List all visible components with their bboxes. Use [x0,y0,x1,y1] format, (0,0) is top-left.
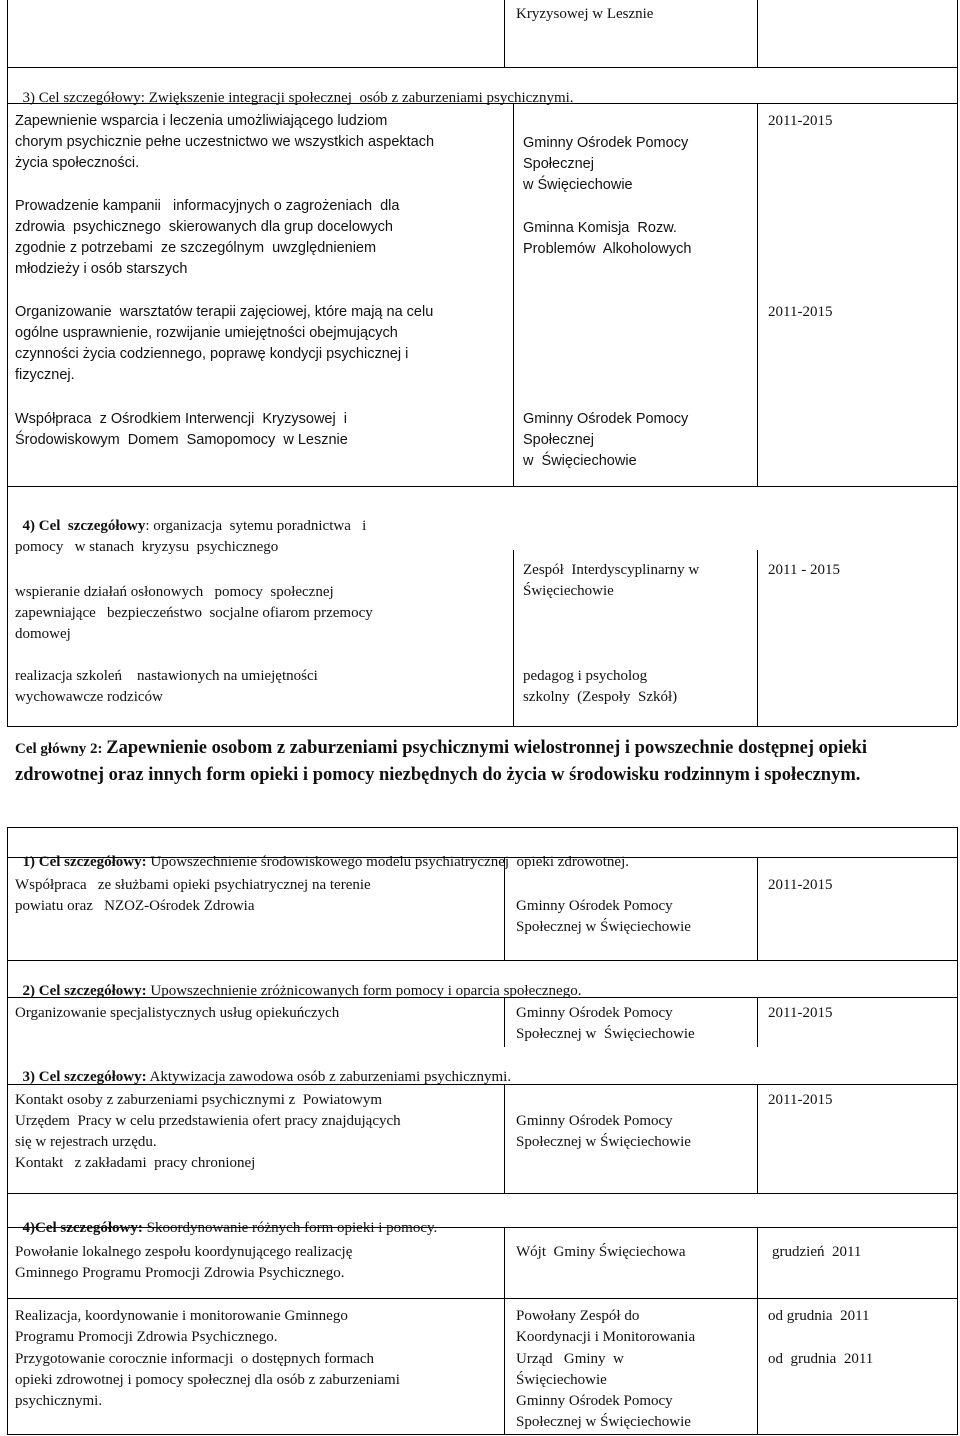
specific-goal-heading [15,960,581,1002]
specific-goal-heading [15,1046,511,1088]
responsible-text: Zespół Interdyscyplinarny w Święciechowie [523,562,700,599]
period-text: grudzień 2011 [772,1244,862,1260]
goal-text: : organizacja sytemu poradnictwa i pomocy w stanach kryzysu psychicznego [15,518,367,555]
main-goal-text: Zapewnienie osobom z zaburzeniami psychicznymi wielostronnej i powszechnie dostępnej opieki zdrowotnej oraz innych form opieki i pomocy niezbędnych do życia w środowisku rodzinnym i społecznym. [15,738,867,785]
action-text: Przygotowanie corocznie informacji o dostępnych formach opieki zdrowotnej i pomocy społecznej dla osób z zaburzeniami psychicznymi. [15,1351,400,1409]
action-text: Kontakt osoby z zaburzeniami psychicznymi z Powiatowym Urzędem Pracy w celu przedstawienia ofert pracy znajdujących się w rejestrach urzędu. Kontakt z zakładami pracy chronionej [15,1092,401,1171]
responsible-text: Gminna Komisja Rozw. Problemów Alkoholowych [523,220,692,257]
action-text: realizacja szkoleń nastawionych na umiejętności wychowawcze rodziców [15,668,318,705]
action-text: Prowadzenie kampanii informacyjnych o zagrożeniach dla zdrowia psychicznego skierowanych dla grup docelowych zgodnie z potrzebami ze szczególnym uwzględnieniem młodzieży i osób starszych [15,198,400,277]
action-text: Organizowanie specjalistycznych usług opiekuńczych [15,1005,340,1021]
period-text: 2011-2015 [768,877,833,893]
action-text: Organizowanie warsztatów terapii zajęciowej, które mają na celu ogólne usprawnienie, rozwijanie umiejętności obejmujących czynności życia codziennego, poprawę kondycji psychicznej i fizycznej. [15,304,434,383]
responsible-text: Urząd Gminy w Święciechowie Gminny Ośrodek Pomocy Społecznej w Święciechowie [516,1351,691,1430]
period-text: 2011-2015 [768,1005,833,1021]
period-text: 2011-2015 [768,304,833,320]
goal-label: 1) Cel szczegółowy: [22,854,147,870]
table-cell-fragment: Kryzysowej w Lesznie [516,6,654,22]
responsible-text: Gminny Ośrodek Pomocy Społecznej w Święciechowie [516,898,691,935]
main-goal-heading [15,735,935,788]
goal-label: 3) Cel szczegółowy: [22,1069,147,1085]
period-text: od grudnia 2011 [768,1308,870,1324]
specific-goal-heading [15,67,574,109]
period-text: 2011 - 2015 [768,562,840,578]
period-text: od grudnia 2011 [768,1351,874,1367]
goal-text: Upowszechnienie zróżnicowanych form pomocy i oparcia społecznego. [146,983,582,999]
goal-label: 3) Cel szczegółowy: [22,90,145,106]
goal-text: Skoordynowanie różnych form opieki i pomocy. [142,1220,438,1236]
action-text: wspieranie działań osłonowych pomocy społecznej zapewniające bezpieczeństwo socjalne ofiarom przemocy domowej [15,584,373,642]
responsible-text: Powołany Zespół do Koordynacji i Monitorowania [516,1308,696,1345]
responsible-text: pedagog i psycholog szkolny (Zespoły Szkół) [523,668,678,705]
specific-goal-heading [15,831,629,873]
goal-label: 4) Cel szczegółowy [22,518,146,534]
goal-text: Upowszechnienie środowiskowego modelu psychiatrycznej opieki zdrowotnej. [146,854,629,870]
action-text: Współpraca ze służbami opieki psychiatrycznej na terenie powiatu oraz NZOZ-Ośrodek Zdrowia [15,877,371,914]
period-text: 2011-2015 [768,113,833,129]
responsible-text: Gminny Ośrodek Pomocy Społecznej w Święciechowie [523,135,689,193]
goal-label: 2) Cel szczegółowy: [22,983,147,999]
specific-goal-heading [15,1197,437,1239]
responsible-text: Gminny Ośrodek Pomocy Społecznej w Święciechowie [523,411,689,469]
responsible-text: Gminny Ośrodek Pomocy Społecznej w Święciechowie [516,1113,691,1150]
goal-text: Aktywizacja zawodowa osób z zaburzeniami psychicznymi. [146,1069,512,1085]
action-text: Współpraca z Ośrodkiem Interwencji Kryzysowej i Środowiskowym Domem Samopomocy w Lesznie [15,411,348,448]
action-text: Powołanie lokalnego zespołu koordynującego realizację Gminnego Programu Promocji Zdrowia Psychicznego. [15,1244,353,1281]
action-text: Realizacja, koordynowanie i monitorowanie Gminnego Programu Promocji Zdrowia Psychicznego. [15,1308,348,1345]
action-text: Zapewnienie wsparcia i leczenia umożliwiającego ludziom chorym psychicznie pełne uczestnictwo we wszystkich aspektach życia społeczności. [15,113,435,171]
main-goal-label: Cel główny 2: [15,741,107,757]
goal-text: Zwiększenie integracji społecznej osób z zaburzeniami psychicznymi. [144,90,574,106]
responsible-text: Gminny Ośrodek Pomocy Społecznej w Święciechowie [516,1005,695,1042]
responsible-text: Wójt Gminy Święciechowa [516,1244,686,1260]
period-text: 2011-2015 [768,1092,833,1108]
goal-label: 4)Cel szczegółowy: [22,1220,143,1236]
specific-goal-heading [15,495,366,558]
